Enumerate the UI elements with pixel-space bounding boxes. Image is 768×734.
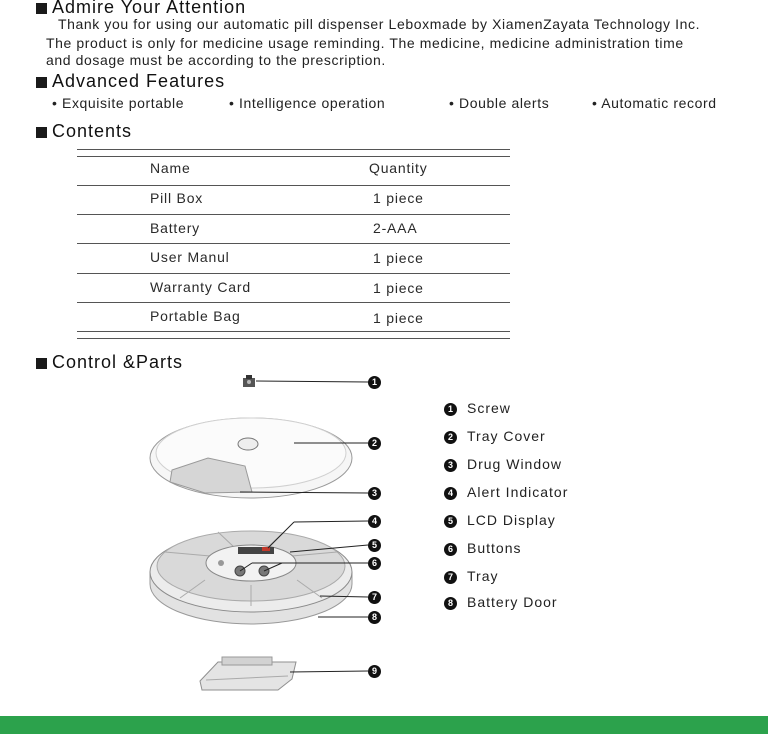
section-marker [36,3,47,14]
table-cell: Warranty Card [150,279,251,295]
legend-number: 2 [444,431,457,444]
column-header-name: Name [150,160,191,176]
attention-heading: Admire Your Attention [52,0,247,17]
table-cell: 1 piece [373,280,424,296]
table-rule [77,243,510,244]
feature-item: • Exquisite portable [52,95,185,111]
tray-part [150,531,352,624]
feature-item: • Intelligence operation [229,95,386,111]
callout-badge: 9 [368,665,381,678]
callout-badge: 6 [368,557,381,570]
features-heading: Advanced Features [52,71,226,91]
legend-label: LCD Display [467,512,556,528]
legend-number: 1 [444,403,457,416]
section-marker [36,127,47,138]
legend-label: Tray [467,568,499,584]
legend-label: Tray Cover [467,428,546,444]
legend-number: 8 [444,597,457,610]
tray-cover-part [150,418,352,498]
table-rule [77,273,510,274]
table-rule [77,338,510,339]
table-cell: Pill Box [150,190,204,206]
legend-label: Battery Door [467,594,558,610]
callout-badge: 1 [368,376,381,389]
feature-item: • Automatic record [592,95,717,111]
table-cell: 1 piece [373,190,424,206]
table-rule [77,214,510,215]
legend-number: 4 [444,487,457,500]
table-cell: 1 piece [373,250,424,266]
parts-heading: Control &Parts [52,352,184,372]
contents-heading: Contents [52,121,133,141]
attention-line-3: and dosage must be according to the prescription. [46,52,386,68]
screw-part [243,375,255,387]
table-cell: Battery [150,220,200,236]
legend-label: Drug Window [467,456,563,472]
section-marker [36,358,47,369]
legend-label: Buttons [467,540,522,556]
legend-label: Screw [467,400,511,416]
section-marker [36,77,47,88]
attention-line-1: Thank you for using our automatic pill dispenser Leboxmade by XiamenZayata Technology Inc. [58,16,701,32]
callout-badge: 8 [368,611,381,624]
attention-line-2: The product is only for medicine usage reminding. The medicine, medicine administration time [46,35,684,51]
table-rule [77,185,510,186]
column-header-quantity: Quantity [369,160,428,176]
leader-lines [240,381,368,672]
legend-number: 3 [444,459,457,472]
feature-item: • Double alerts [449,95,550,111]
legend-number: 5 [444,515,457,528]
footer-band [0,716,768,734]
table-rule [77,149,510,150]
table-cell: User Manul [150,249,230,265]
legend-number: 6 [444,543,457,556]
legend-label: Alert Indicator [467,484,569,500]
legend-number: 7 [444,571,457,584]
table-rule [77,156,510,157]
table-rule [77,331,510,332]
table-cell: 2-AAA [373,220,418,236]
callout-badge: 4 [368,515,381,528]
callout-badge: 7 [368,591,381,604]
table-cell: 1 piece [373,310,424,326]
callout-badge: 3 [368,487,381,500]
callout-badge: 5 [368,539,381,552]
table-cell: Portable Bag [150,308,241,324]
table-rule [77,302,510,303]
callout-badge: 2 [368,437,381,450]
battery-door-part [200,657,296,690]
